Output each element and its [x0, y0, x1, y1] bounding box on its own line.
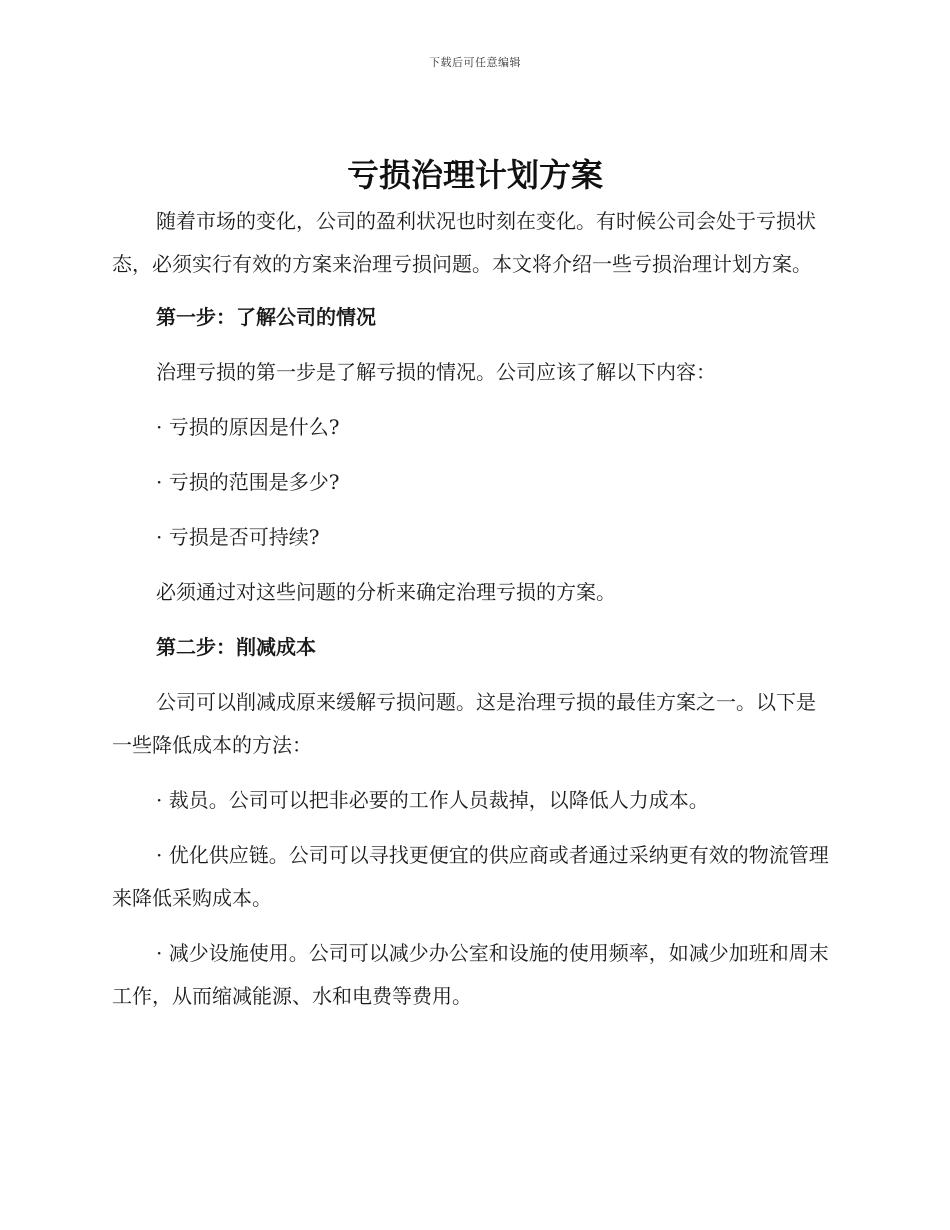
- document-body: [112, 200, 832, 1018]
- step2-method-1: · 裁员。公司可以把非必要的工作人员裁掉，以降低人力成本。: [156, 788, 709, 812]
- step2-method-3: · 减少设施使用。公司可以减少办公室和设施的使用频率，如减少加班和周末工作，从而缩减能源、水和电费等费用。: [112, 941, 829, 1008]
- step1-heading: 第一步：了解公司的情况: [156, 305, 376, 329]
- header-note: 下载后可任意编辑: [429, 56, 521, 69]
- step1-question-2: · 亏损的范围是多少?: [156, 470, 340, 494]
- step2-heading: 第二步：削减成本: [156, 635, 316, 659]
- intro-paragraph: 随着市场的变化，公司的盈利状况也时刻在变化。有时候公司会处于亏损状态，必须实行有效的方案来治理亏损问题。本文将介绍一些亏损治理计划方案。: [112, 209, 816, 276]
- step2-intro: 公司可以削减成原来缓解亏损问题。这是治理亏损的最佳方案之一。以下是一些降低成本的方法：: [112, 690, 816, 757]
- document-title: 亏损治理计划方案: [346, 156, 603, 194]
- step2-method-2: · 优化供应链。公司可以寻找更便宜的供应商或者通过采纳更有效的物流管理来降低采购成本。: [112, 843, 829, 910]
- step1-question-3: · 亏损是否可持续?: [156, 525, 320, 549]
- step1-intro: 治理亏损的第一步是了解亏损的情况。公司应该了解以下内容：: [156, 360, 716, 384]
- step1-conclusion: 必须通过对这些问题的分析来确定治理亏损的方案。: [156, 580, 616, 604]
- step1-question-1: · 亏损的原因是什么?: [156, 415, 340, 439]
